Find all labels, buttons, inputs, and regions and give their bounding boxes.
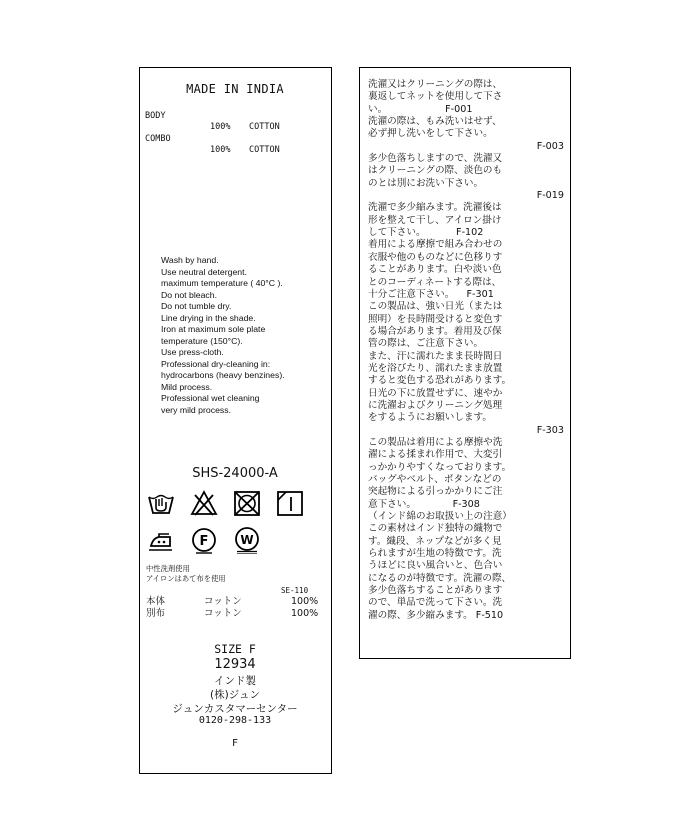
jp-line: す。織段、ネップなどが多く見 bbox=[368, 535, 502, 547]
care-line: Do not bleach. bbox=[161, 289, 218, 300]
jp-line: に洗濯およびクリーニング処理 bbox=[368, 399, 503, 411]
care-line: maximum temperature ( 40°C ). bbox=[161, 278, 283, 288]
jp-line: 照明）を長時間受けると変色す bbox=[368, 313, 503, 325]
jp-line: はクリーニングの際、淡色のも bbox=[368, 165, 503, 177]
origin-jp: インド製 bbox=[214, 675, 256, 687]
wet-clean-w-icon bbox=[233, 526, 261, 554]
care-line: Use neutral detergent. bbox=[161, 266, 247, 277]
jp-line: 意下さい。 F-308 bbox=[368, 498, 480, 510]
customer-center: ジュンカスタマーセンター bbox=[172, 703, 298, 715]
fabric-material-combo: COTTON bbox=[249, 145, 280, 155]
fabric-material-body: COTTON bbox=[249, 122, 280, 132]
care-symbols-row-1 bbox=[147, 489, 319, 517]
line-dry-shade-icon bbox=[276, 489, 304, 517]
jp-line: る場合があります。着用及び保 bbox=[368, 325, 502, 337]
care-line: Professional dry-cleaning in: bbox=[161, 358, 271, 369]
jp-line: 洗濯の際は、もみ洗いはせず、 bbox=[368, 116, 502, 128]
do-not-tumble-dry-icon bbox=[233, 489, 261, 517]
jp-line: バッグやベルト、ボタンなどの bbox=[368, 474, 502, 485]
jp-line: のとは別にお洗い下さい。 bbox=[368, 177, 484, 189]
detergent-note: 中性洗剤使用 bbox=[146, 564, 190, 573]
jp-line: っかかりやすくなっております。 bbox=[368, 461, 512, 473]
dry-clean-letter: F bbox=[199, 534, 209, 549]
care-line: very mild process. bbox=[161, 404, 232, 415]
jp-line: 濯の際、多少縮みます。 F-510 bbox=[368, 609, 504, 621]
jp-line: うほどに良い風合いと、色合い bbox=[368, 560, 503, 572]
composition-percent-combo: 100% bbox=[291, 608, 319, 619]
care-label-left bbox=[139, 67, 332, 774]
phone-number: 0120-298-133 bbox=[198, 715, 272, 726]
care-line: Line drying in the shade. bbox=[161, 312, 256, 323]
care-label-right bbox=[359, 67, 571, 659]
jp-line: 突起物による引っかかりにご注 bbox=[368, 486, 503, 498]
composition-material-body: コットン bbox=[204, 596, 242, 607]
jp-line: 必ず押し洗いをして下さい。 bbox=[368, 128, 493, 140]
do-not-bleach-icon bbox=[190, 489, 218, 517]
care-line: Professional wet cleaning bbox=[161, 393, 260, 403]
hand-wash-40-icon bbox=[147, 489, 175, 517]
composition-percent-body: 100% bbox=[291, 596, 319, 607]
care-line: Wash by hand. bbox=[161, 255, 219, 265]
jp-line: 裏返してネットを使用して下さ bbox=[368, 91, 503, 103]
jp-line: 衣服や他のものなどに色移りす bbox=[368, 251, 503, 263]
jp-code: F-019 bbox=[536, 190, 564, 202]
jp-line: 管の際は、ご注意下さい。 bbox=[368, 338, 484, 350]
company-name: (株)ジュン bbox=[210, 689, 260, 701]
care-line: Use press-cloth. bbox=[161, 347, 224, 357]
jp-line: 着用による摩擦で組み合わせの bbox=[368, 239, 503, 251]
jp-code: F-003 bbox=[536, 140, 564, 152]
iron-medium-icon bbox=[147, 526, 175, 554]
wet-clean-letter: W bbox=[240, 533, 254, 547]
composition-material-combo: コットン bbox=[204, 608, 242, 619]
jp-line: この素材はインド独特の織物で bbox=[368, 523, 503, 535]
jp-line: この製品は、強い日光（または bbox=[368, 301, 503, 313]
care-line: hydrocarbons (heavy benzines). bbox=[161, 370, 285, 380]
care-line: Do not tumble dry. bbox=[161, 301, 232, 311]
jp-line: 形を整えて干し、アイロン掛け bbox=[368, 214, 502, 226]
jp-line: になるのが特徴です。洗濯の際、 bbox=[368, 572, 512, 584]
iron-note: アイロンはあて布を使用 bbox=[146, 574, 226, 583]
jp-line: ることがあります。白や淡い色 bbox=[368, 264, 502, 276]
jp-line: 日光の下に放置せずに、速やか bbox=[368, 387, 503, 399]
jp-line: られますが生地の特徴です。洗 bbox=[368, 548, 502, 560]
care-symbols-row-2 bbox=[147, 526, 276, 554]
se-code: SE-110 bbox=[281, 586, 309, 595]
jp-line: 洗濯又はクリーニングの際は、 bbox=[368, 79, 503, 90]
fabric-part-combo: COMBO bbox=[145, 134, 171, 144]
jp-line: とのコーディネートする際は、 bbox=[368, 276, 502, 288]
dry-clean-f-icon bbox=[190, 526, 218, 554]
size-label: SIZE F bbox=[214, 642, 256, 656]
jp-line: 濯による揉まれ作用で、大変引 bbox=[368, 449, 503, 461]
composition-part-body: 本体 bbox=[146, 596, 166, 607]
item-number: 12934 bbox=[214, 657, 256, 672]
care-instructions-jp bbox=[368, 79, 564, 622]
jp-line: をするようにお願いします。 bbox=[368, 412, 492, 424]
jp-line: すると変色する恐れがあります。 bbox=[368, 375, 512, 387]
made-in-text: MADE IN INDIA bbox=[186, 82, 284, 96]
fabric-part-body: BODY bbox=[145, 111, 166, 121]
jp-line: い。 F-001 bbox=[368, 103, 473, 115]
fabric-percent-combo: 100% bbox=[210, 145, 231, 155]
jp-line: 光を浴びたり、濡れたまま放置 bbox=[368, 362, 503, 374]
jp-code: F-303 bbox=[536, 424, 564, 436]
fabric-percent-body: 100% bbox=[210, 122, 231, 132]
product-code: SHS-24000-A bbox=[192, 466, 278, 481]
jp-line: 多少色落ちすることがあります bbox=[368, 585, 503, 597]
jp-line: 多少色落ちしますので、洗濯又 bbox=[368, 153, 503, 165]
jp-line: して下さい。 F-102 bbox=[368, 227, 484, 239]
jp-line: また、汗に濡れたまま長時間日 bbox=[368, 350, 503, 362]
jp-line: 洗濯で多少縮みます。洗濯後は bbox=[368, 202, 502, 214]
care-line: Mild process. bbox=[161, 381, 213, 392]
care-line: Iron at maximum sole plate bbox=[161, 324, 266, 334]
jp-line: 十分ご注意下さい。 F-301 bbox=[368, 288, 494, 300]
jp-line: ので、単品で洗って下さい。洗 bbox=[368, 597, 503, 609]
care-line: temperature (150°C). bbox=[161, 335, 243, 346]
size-letter: F bbox=[231, 738, 239, 749]
jp-line: （インド綿のお取扱い上の注意） bbox=[368, 511, 512, 523]
composition-part-combo: 別布 bbox=[146, 608, 166, 619]
care-instructions-en bbox=[161, 255, 285, 416]
jp-line: この製品は着用による摩擦や洗 bbox=[368, 436, 503, 448]
